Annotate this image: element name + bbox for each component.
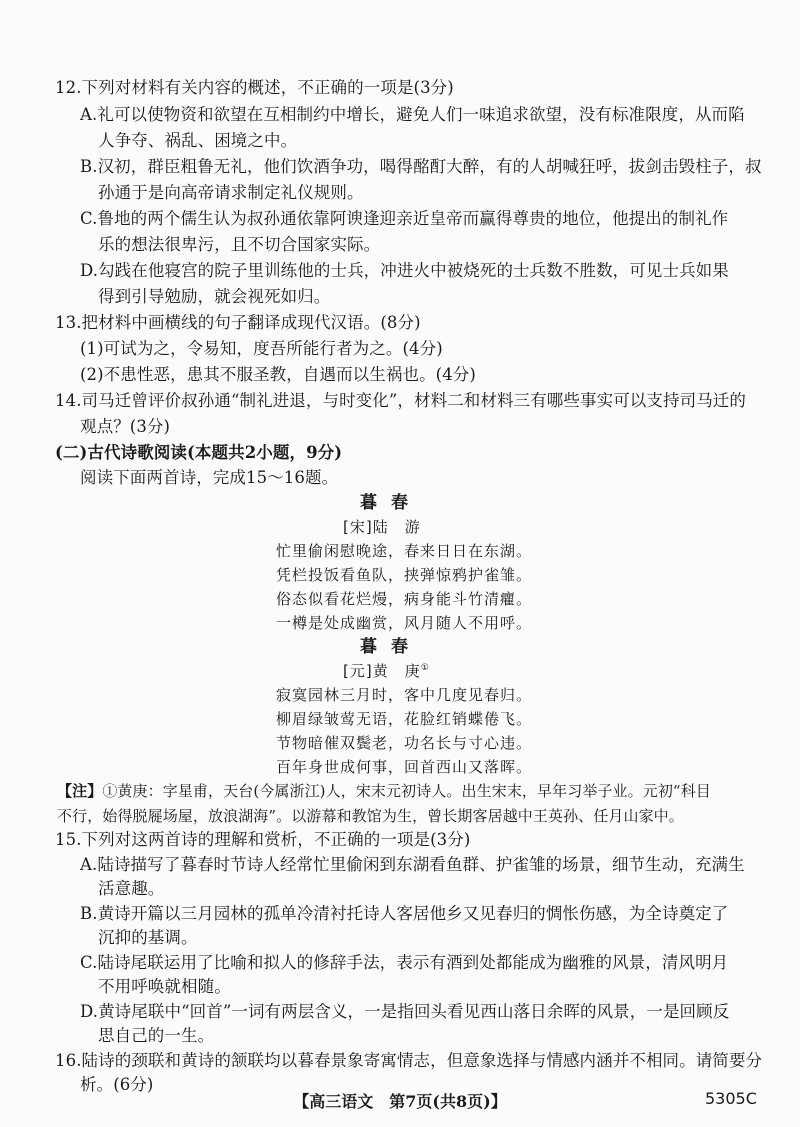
q12-option-d: D.勾践在他寝宫的院子里训练他的士兵，冲进火中被烧死的士兵数不胜数，可见士兵如果 [80,261,729,280]
footer-page-info: 【高三语文 第7页(共8页)】 [293,1092,507,1111]
q16-stem: 16.陆诗的颈联和黄诗的颔联均以暮春景象寄寓情志，但意象选择与情感内涵并不相同。请简要分 [55,1050,763,1070]
footer-exam-code: 5305C [705,1089,757,1108]
poem2-title: 暮春 [360,637,422,657]
q12-option-b: B.汉初，群臣粗鲁无礼，他们饮酒争功，喝得酩酊大醉，有的人胡喊狂呼，拔剑击毁柱子，叔 [80,157,762,176]
poem1-line: 一樽是处成幽赏，风月随人不用呼。 [276,614,533,632]
q14-stem-cont: 观点？(3分) [80,417,171,436]
poem2-line: 百年身世成何事，回首西山又落晖。 [276,758,533,776]
footnote-marker: ① [420,663,430,673]
q15-option-a-cont: 活意趣。 [98,879,165,898]
poem2-author: [元]黄 庚① [343,662,430,680]
q15-option-b: B.黄诗开篇以三月园林的孤单冷清衬托诗人客居他乡又见春归的惆怅伤感，为全诗奠定了 [80,903,729,923]
q15-option-d-cont: 思自己的一生。 [98,1026,215,1045]
q15-option-d: D.黄诗尾联中“回首”一词有两层含义，一是指回头看见西山落日余晖的风景，一是回顾反 [80,1001,730,1021]
q12-stem: 12.下列对材料有关内容的概述，不正确的一项是(3分) [55,78,454,97]
q15-option-c: C.陆诗尾联运用了比喻和拟人的修辞手法，表示有酒到处都能成为幽雅的风景，清风明月 [80,952,729,972]
poem1-author: [宋]陆 游 [343,518,421,536]
note-line-cont: 不行，始得脱屣场屋，放浪湖海”。以游幕和教馆为生，曾长期客居越中王英孙、任月山家中。 [57,806,684,825]
poem2-line: 寂寞园林三月时，客中几度见春归。 [276,686,533,704]
section-instruction: 阅读下面两首诗，完成15～16题。 [80,468,339,487]
q15-stem: 15.下列对这两首诗的理解和赏析，不正确的一项是(3分) [55,830,471,849]
poem2-line: 节物暗催双鬓老，功名长与寸心违。 [276,734,533,752]
q12-option-d-cont: 得到引导勉励，就会视死如归。 [98,287,331,306]
poem1-line: 俗态似看花烂熳，病身能斗竹清癯。 [276,590,533,608]
q12-option-c: C.鲁地的两个儒生认为叔孙通依靠阿谀逢迎亲近皇帝而赢得尊贵的地位，他提出的制礼作 [80,209,729,228]
note-label: 【注】 [57,782,103,800]
q14-stem: 14.司马迁曾评价叔孙通“制礼进退，与时变化”，材料二和材料三有哪些事实可以支持司马迁的 [55,391,747,410]
q12-option-c-cont: 乐的想法很卑污，且不切合国家实际。 [98,235,381,254]
q12-option-a-cont: 人争夺、祸乱、困境之中。 [98,131,298,150]
poem1-title: 暮春 [360,493,422,513]
q12-option-a: A.礼可以使物资和欲望在互相制约中增长，避免人们一味追求欲望，没有标准限度，从而陷 [80,105,745,124]
q15-option-b-cont: 沉抑的基调。 [98,928,198,947]
note-line: 【注】①黄庚：字星甫，天台(今属浙江)人，宋末元初诗人。出生宋末，早年习举子业。元初“科目 [57,782,711,800]
poem2-line: 柳眉绿皱莺无语，花脸红销蝶倦飞。 [276,710,533,728]
q13-sentence-1: (1)可试为之，令易知，度吾所能行者为之。(4分) [80,339,443,358]
q15-option-a: A.陆诗描写了暮春时节诗人经常忙里偷闲到东湖看鱼群、护雀雏的场景，细节生动，充满生 [80,854,745,874]
section-heading: (二)古代诗歌阅读(本题共2小题，9分) [55,443,343,462]
q13-sentence-2: (2)不患性恶，患其不服圣教，自遇而以生祸也。(4分) [80,365,476,384]
q12-option-b-cont: 孙通于是向高帝请求制定礼仪规则。 [98,183,364,202]
poem1-line: 凭栏投饭看鱼队，挟弹惊鸦护雀雏。 [276,566,533,584]
q16-stem-cont: 析。(6分) [80,1075,154,1094]
q13-stem: 13.把材料中画横线的句子翻译成现代汉语。(8分) [55,313,421,332]
q15-option-c-cont: 不用呼唤就相随。 [98,977,231,996]
poem1-line: 忙里偷闲慰晚途，春来日日在东湖。 [276,542,533,560]
